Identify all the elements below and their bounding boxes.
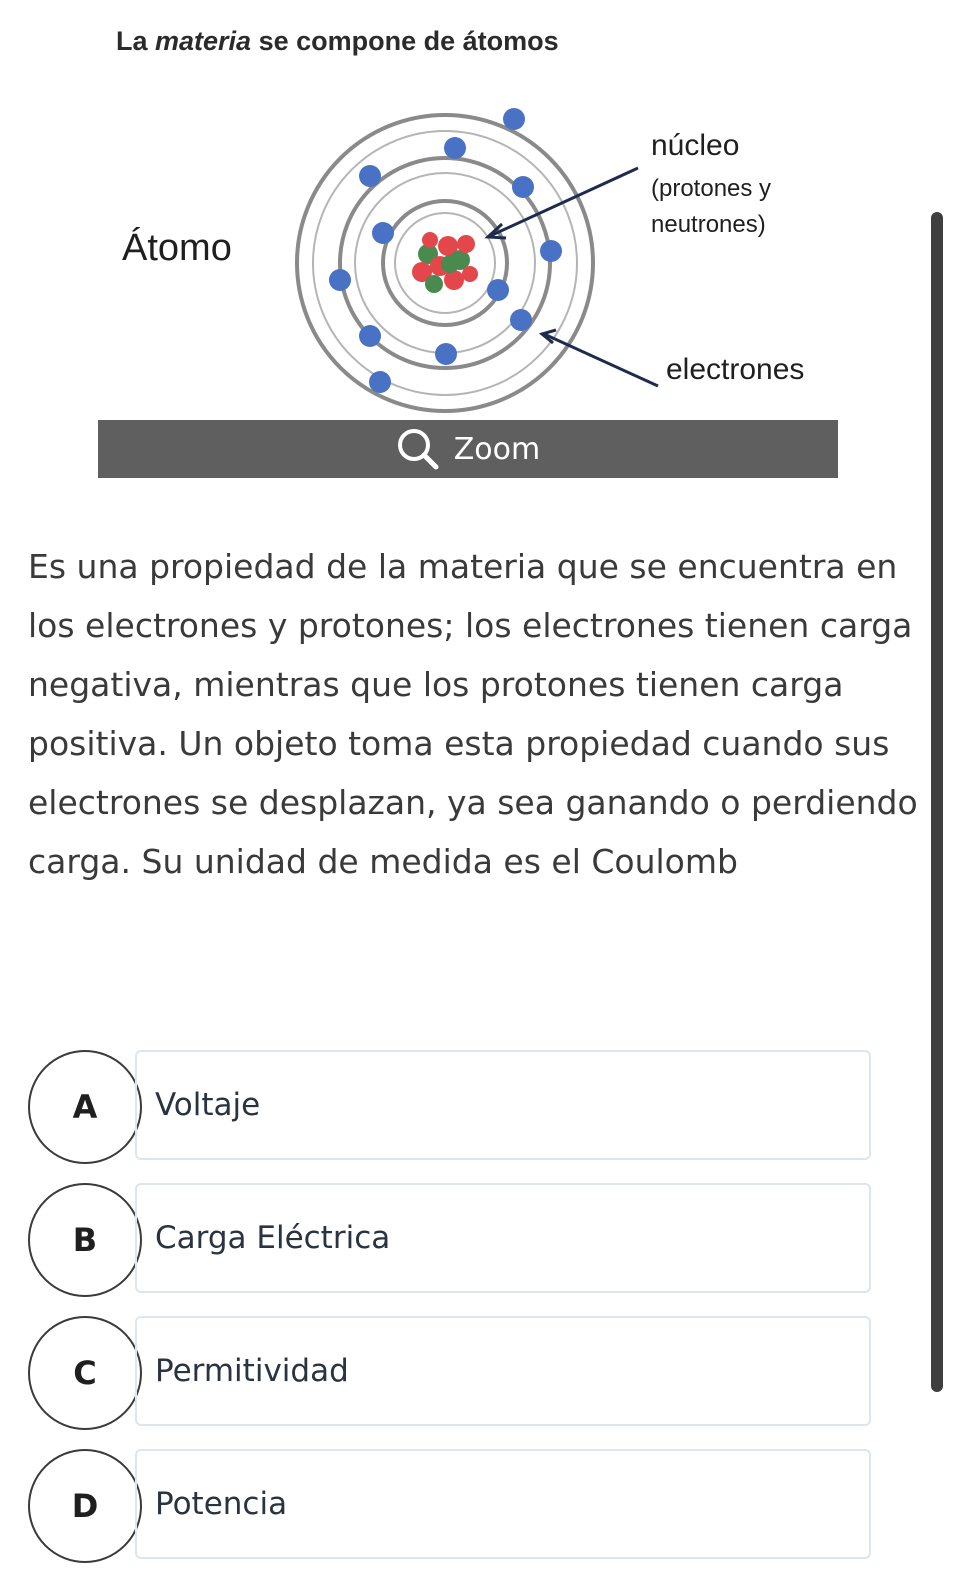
electron-arrow [544, 334, 658, 386]
option-letter-badge: C [28, 1316, 142, 1430]
option-c[interactable] [28, 1316, 876, 1430]
option-letter-badge: A [28, 1050, 142, 1164]
search-icon [396, 427, 440, 471]
arrows [488, 168, 658, 386]
nucleus-label-line1: núcleo [651, 129, 740, 162]
option-text: Voltaje [135, 1050, 871, 1160]
question-text: Es una propiedad de la materia que se encuentra en los electrones y protones; los electrones tienen carga negativa, mientras que los protones tienen carga positiva. Un objeto toma esta propiedad cuando sus electrones se desplazan, ya sea ganando o perdiendo carga. Su unidad de medida es el Coulomb [28, 547, 918, 881]
atom-figure [98, 18, 838, 418]
nucleus-label-line3: neutrones) [651, 211, 766, 238]
option-text: Permitividad [135, 1316, 871, 1426]
option-a[interactable] [28, 1050, 876, 1164]
option-text: Carga Eléctrica [135, 1183, 871, 1293]
option-text: Potencia [135, 1449, 871, 1559]
option-d[interactable] [28, 1449, 876, 1563]
nucleus [412, 232, 478, 293]
atom-label: Átomo [122, 227, 232, 269]
option-b[interactable] [28, 1183, 876, 1297]
option-letter-badge: D [28, 1449, 142, 1563]
electron-label: electrones [666, 353, 805, 386]
zoom-label: Zoom [453, 431, 541, 467]
scrollbar[interactable] [931, 212, 943, 1392]
figure-title: La materia se compone de átomos [116, 26, 559, 56]
nucleus-label-line2: (protones y [651, 175, 772, 202]
atom-diagram [98, 18, 838, 418]
zoom-button[interactable] [98, 420, 838, 478]
option-letter-badge: B [28, 1183, 142, 1297]
